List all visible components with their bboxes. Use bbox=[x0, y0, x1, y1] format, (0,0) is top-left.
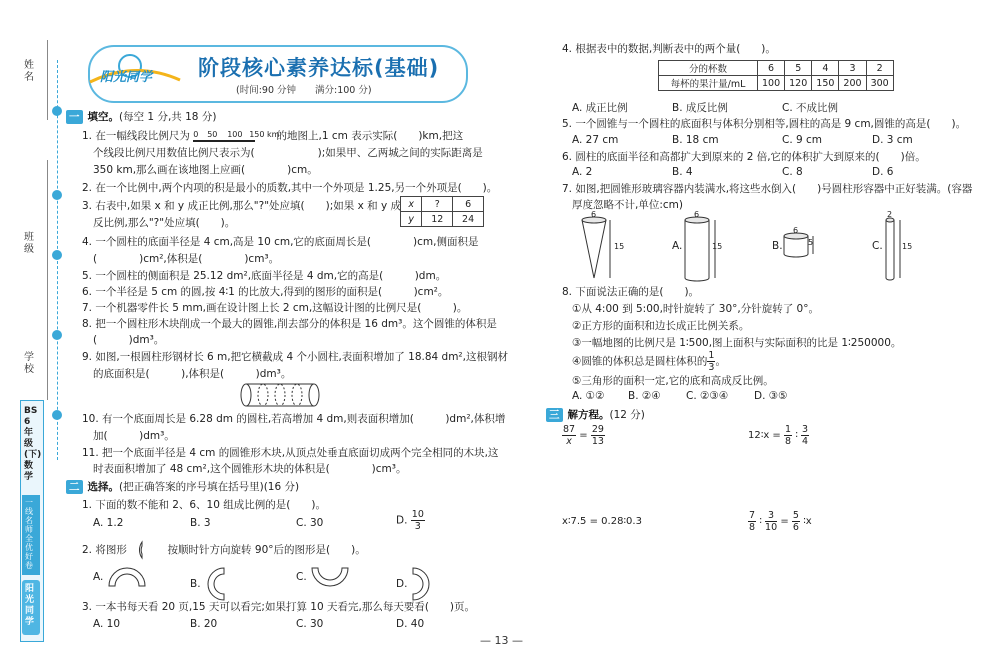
frac-den: 3 bbox=[708, 362, 715, 373]
scale-bar bbox=[193, 130, 280, 142]
s2-q2-opt-b bbox=[190, 566, 226, 602]
equation-2 bbox=[748, 424, 809, 447]
s1-q11-line2: 时表面积增加了 48 cm²,这个圆锥形木块的体积是( )cm³。 bbox=[93, 463, 407, 475]
s1-q8-line2: ( )dm³。 bbox=[93, 334, 165, 346]
frac-num: 10 bbox=[411, 509, 424, 520]
cone-height-label: 15 bbox=[614, 242, 625, 251]
section2-note: (把正确答案的序号填在括号里)(16 分) bbox=[119, 481, 300, 493]
cyl-a-height-label: 15 bbox=[712, 242, 723, 251]
hole-dot bbox=[52, 106, 62, 116]
cyl-b-height-label: 5 bbox=[808, 238, 814, 247]
s2-q8-opt-b: B. ②④ bbox=[628, 390, 661, 402]
arc-left-icon bbox=[204, 566, 226, 602]
item4-text: ④圆锥的体积总是圆柱体积的 bbox=[572, 355, 708, 368]
table-cell: 200 bbox=[839, 76, 866, 91]
fraction bbox=[748, 510, 756, 533]
s2-q8-item3: ③一幅地图的比例尺是 1∶500,图上面积与实际面积的比是 1∶250000。 bbox=[572, 337, 902, 349]
fraction bbox=[792, 510, 800, 533]
arc-right-icon bbox=[411, 566, 433, 602]
cyl-c-height-label: 15 bbox=[902, 242, 913, 251]
fraction bbox=[591, 424, 605, 447]
page-subtitle: (时间:90 分钟 满分:100 分) bbox=[236, 85, 372, 96]
equation-3: x∶7.5 = 0.28∶0.3 bbox=[562, 516, 642, 527]
s2-q2-opt-d bbox=[396, 566, 433, 602]
table-cell: 分的杯数 bbox=[659, 61, 758, 76]
frac-den: 10 bbox=[765, 522, 778, 533]
hole-dot bbox=[52, 190, 62, 200]
scale-tick: 100 bbox=[227, 130, 243, 139]
fraction bbox=[784, 424, 792, 447]
opt-letter: B. bbox=[190, 578, 201, 590]
s1-q3-line1: 3. 右表中,如果 x 和 y 成正比例,那么"?"处应填( );如果 x 和 y 成 bbox=[82, 200, 402, 212]
table-cell: 5 bbox=[785, 61, 812, 76]
eq4-suffix: ∶x bbox=[803, 516, 812, 527]
s2-q5: 5. 一个圆锥与一个圆柱的底面积与体积分别相等,圆柱的高是 9 cm,圆锥的高是( )。 bbox=[562, 118, 967, 130]
scale-tick: 150 km bbox=[249, 130, 280, 139]
table-cell: 24 bbox=[453, 212, 484, 227]
s2-q8-item2: ②正方形的面积和边长成正比例关系。 bbox=[572, 320, 750, 332]
s1-q2: 2. 在一个比例中,两个内项的积是最小的质数,其中一个外项是 1.25,另一个外项是( )。 bbox=[82, 182, 498, 194]
section1-badge: 一 bbox=[66, 110, 83, 124]
s1-q5: 5. 一个圆柱的侧面积是 25.12 dm²,底面半径是 4 dm,它的高是( )dm。 bbox=[82, 270, 447, 282]
fraction bbox=[411, 509, 425, 532]
table-row bbox=[401, 197, 484, 212]
scale-tick: 50 bbox=[207, 130, 218, 139]
equation-4 bbox=[748, 510, 812, 533]
dotted-cut-line bbox=[57, 60, 58, 460]
table-row bbox=[659, 76, 894, 91]
table-row bbox=[659, 61, 894, 76]
s2-q3-opt-d: D. 40 bbox=[396, 618, 425, 630]
s2-q7-line1: 7. 如图,把圆锥形玻璃容器内装满水,将这些水倒入( )号圆柱形容器中正好装满。(容器 bbox=[562, 183, 973, 195]
section1-heading bbox=[66, 110, 216, 124]
fraction bbox=[562, 424, 576, 447]
s2-q2-opt-c bbox=[296, 566, 350, 588]
table-cell: 120 bbox=[785, 76, 812, 91]
frac-den: 8 bbox=[749, 522, 756, 533]
frac-num: 3 bbox=[802, 424, 809, 435]
class-label: 班级 bbox=[24, 232, 34, 255]
s2-q4-opt-a: A. 成正比例 bbox=[572, 102, 628, 114]
arc-up-icon bbox=[107, 566, 147, 588]
s2-q7-opt-c: C. bbox=[872, 240, 883, 252]
s2-q5-opt-a: A. 27 cm bbox=[572, 134, 619, 146]
frac-num: 7 bbox=[749, 510, 756, 521]
table-cell: y bbox=[401, 212, 422, 227]
s1-q4-line1: 4. 一个圆柱的底面半径是 4 cm,高是 10 cm,它的底面周长是( )cm,侧面积是 bbox=[82, 236, 479, 248]
table-cell: 300 bbox=[866, 76, 893, 91]
s1-q10-line2: 加( )dm³。 bbox=[93, 430, 175, 442]
table-cell: 6 bbox=[758, 61, 785, 76]
hole-dot bbox=[52, 250, 62, 260]
s2-q4-opt-c: C. 不成比例 bbox=[782, 102, 839, 114]
arc-shape-icon bbox=[130, 540, 164, 560]
table-cell: 100 bbox=[758, 76, 785, 91]
school-label: 学校 bbox=[24, 352, 34, 375]
s2-q1-opt-a: A. 1.2 bbox=[93, 517, 124, 529]
s2-q2-text-a: 2. 将图形 bbox=[82, 544, 127, 556]
ratio-sign: ∶ bbox=[795, 430, 798, 441]
frac-num: 1 bbox=[708, 350, 715, 361]
s2-q4-table bbox=[658, 60, 894, 91]
s2-q3-opt-c: C. 30 bbox=[296, 618, 324, 630]
s2-q8-item4 bbox=[572, 350, 726, 373]
s1-q4-line2: ( )cm²,体积是( )cm³。 bbox=[93, 253, 280, 265]
s2-q8-opt-d: D. ③⑤ bbox=[754, 390, 788, 402]
frac-num: 3 bbox=[765, 510, 777, 522]
s1-q1-line2: 个线段比例尺用数值比例尺表示为( );如果甲、乙两城之间的实际距离是 bbox=[93, 147, 483, 159]
table-cell: 6 bbox=[453, 197, 484, 212]
s2-q2-opt-a bbox=[93, 566, 147, 588]
ratio-sign: ∶ bbox=[759, 516, 762, 527]
section2-title: 选择。 bbox=[87, 481, 119, 493]
s2-q3-opt-a: A. 10 bbox=[93, 618, 121, 630]
cone-figure bbox=[578, 212, 614, 282]
s1-q1-text-b: 的地图上,1 cm 表示实际( )km,把这 bbox=[276, 130, 464, 142]
cyl-a-top-label: 6 bbox=[694, 210, 700, 219]
s2-q6-opt-d: D. 6 bbox=[872, 166, 894, 178]
s2-q1-opt-b: B. 3 bbox=[190, 517, 211, 529]
hole-dot bbox=[52, 330, 62, 340]
cyl-c-top-label: 2 bbox=[887, 210, 893, 219]
s2-q7-opt-b: B. bbox=[772, 240, 783, 252]
frac-den: x bbox=[566, 436, 572, 447]
s2-q6-opt-a: A. 2 bbox=[572, 166, 593, 178]
equals-sign: = bbox=[579, 430, 588, 441]
s2-q3: 3. 一本书每天看 20 页,15 天可以看完;如果打算 10 天看完,那么每天要看( )页。 bbox=[82, 601, 476, 613]
s2-q8-item1: ①从 4:00 到 5:00,时针旋转了 30°,分针旋转了 0°。 bbox=[572, 303, 819, 315]
table-cell: 4 bbox=[812, 61, 839, 76]
s2-q4-opt-b: B. 成反比例 bbox=[672, 102, 728, 114]
section3-note: (12 分) bbox=[609, 409, 645, 421]
s1-q3-line2: 反比例,那么"?"处应填( )。 bbox=[93, 217, 236, 229]
section2-badge: 二 bbox=[66, 480, 83, 494]
table-cell: 12 bbox=[422, 212, 453, 227]
frac-den: 13 bbox=[591, 436, 604, 447]
book-label: BS 6年级(下) 数学 bbox=[24, 406, 42, 482]
equals-sign: = bbox=[780, 516, 789, 527]
left-sidebar bbox=[0, 0, 60, 666]
cyl-b-top-label: 6 bbox=[793, 226, 799, 235]
opt-d-letter: D. bbox=[396, 514, 408, 527]
s2-q1-opt-c: C. 30 bbox=[296, 517, 324, 529]
scale-line bbox=[193, 140, 255, 142]
scale-tick: 0 bbox=[193, 130, 199, 139]
s2-q8-item5: ⑤三角形的面积一定,它的底和高成反比例。 bbox=[572, 375, 774, 387]
table-cell: 3 bbox=[839, 61, 866, 76]
s2-q6-opt-c: C. 8 bbox=[782, 166, 803, 178]
section1-title: 填空。 bbox=[87, 111, 119, 123]
s2-q2-text-b: 按顺时针方向旋转 90°后的图形是( )。 bbox=[167, 544, 366, 556]
name-line bbox=[47, 40, 48, 120]
frac-den: 6 bbox=[792, 522, 799, 533]
s1-q9-line1: 9. 如图,一根圆柱形钢材长 6 m,把它横截成 4 个小圆柱,表面积增加了 18.84 dm²,这根钢材 bbox=[82, 351, 508, 363]
opt-letter: D. bbox=[396, 578, 408, 590]
s1-q8-line1: 8. 把一个圆柱形木块削成一个最大的圆锥,削去部分的体积是 16 dm³。这个圆锥的体积是 bbox=[82, 318, 497, 330]
table-cell: x bbox=[401, 197, 422, 212]
table-row bbox=[401, 212, 484, 227]
s1-q11-line1: 11. 把一个底面半径是 4 cm 的圆锥形木块,从顶点处垂直底面切成两个完全相同的木块,这 bbox=[82, 447, 499, 459]
table-cell: 150 bbox=[812, 76, 839, 91]
s2-q8-opt-c: C. ②③④ bbox=[686, 390, 729, 402]
section3-heading bbox=[546, 408, 645, 422]
frac-num: 29 bbox=[591, 424, 604, 435]
eq2-prefix: 12∶x = bbox=[748, 430, 781, 441]
s2-q7-opt-a: A. bbox=[672, 240, 683, 252]
s2-q6: 6. 圆柱的底面半径和高都扩大到原来的 2 倍,它的体积扩大到原来的( )倍。 bbox=[562, 151, 926, 163]
s2-q5-opt-b: B. 18 cm bbox=[672, 134, 719, 146]
s1-q6: 6. 一个半径是 5 cm 的圆,按 4∶1 的比放大,得到的图形的面积是( )cm²。 bbox=[82, 286, 449, 298]
s2-q6-opt-b: B. 4 bbox=[672, 166, 693, 178]
page-title: 阶段核心素养达标(基础) bbox=[198, 56, 440, 80]
s1-q9-line2: 的底面积是( ),体积是( )dm³。 bbox=[93, 368, 292, 380]
s1-q1-line3: 350 km,那么画在该地图上应画( )cm。 bbox=[93, 164, 318, 176]
name-label: 姓名 bbox=[24, 60, 34, 83]
logo-text: 阳光同学 bbox=[100, 70, 153, 85]
s1-q1-line1 bbox=[82, 129, 463, 143]
hole-dot bbox=[52, 410, 62, 420]
s2-q1: 1. 下面的数不能和 2、6、10 组成比例的是( )。 bbox=[82, 499, 326, 511]
period: 。 bbox=[715, 355, 726, 368]
s2-q3-opt-b: B. 20 bbox=[190, 618, 218, 630]
opt-letter: A. bbox=[93, 571, 104, 583]
school-line bbox=[47, 300, 48, 400]
s1-q3-table bbox=[400, 196, 484, 227]
frac-num: 87 bbox=[563, 424, 576, 435]
section2-heading bbox=[66, 480, 299, 494]
frac-num: 1 bbox=[785, 424, 792, 435]
s2-q5-opt-c: C. 9 cm bbox=[782, 134, 823, 146]
steel-cylinder-figure bbox=[240, 381, 320, 409]
s2-q5-opt-d: D. 3 cm bbox=[872, 134, 913, 146]
class-line bbox=[47, 160, 48, 300]
fraction bbox=[765, 510, 777, 533]
frac-num: 5 bbox=[792, 510, 799, 521]
opt-letter: C. bbox=[296, 571, 307, 583]
s2-q7-line2: 厚度忽略不计,单位:cm) bbox=[572, 199, 683, 211]
cone-top-label: 6 bbox=[591, 210, 597, 219]
section1-note: (每空 1 分,共 18 分) bbox=[119, 111, 217, 123]
table-cell: 2 bbox=[866, 61, 893, 76]
frac-den: 4 bbox=[802, 436, 809, 447]
sidebar-logo-text: 阳光同学 bbox=[25, 584, 35, 627]
s1-q10-line1: 10. 有一个底面周长是 6.28 dm 的圆柱,若高增加 4 dm,则表面积增加( )dm²,体积增 bbox=[82, 413, 506, 425]
table-cell: 每杯的果汁量/mL bbox=[659, 76, 758, 91]
frac-den: 8 bbox=[785, 436, 792, 447]
arc-down-icon bbox=[310, 566, 350, 588]
section3-badge: 三 bbox=[546, 408, 563, 422]
frac-den: 3 bbox=[414, 521, 421, 532]
fraction bbox=[801, 424, 809, 447]
s2-q2-line bbox=[82, 540, 366, 560]
page-number: — 13 — bbox=[480, 634, 523, 647]
table-cell: ? bbox=[422, 197, 453, 212]
s2-q8: 8. 下面说法正确的是( )。 bbox=[562, 286, 700, 298]
s1-q1-text-a: 1. 在一幅线段比例尺为 bbox=[82, 130, 190, 142]
series-text: 一线名师 全优好卷 bbox=[25, 498, 33, 570]
equation-1 bbox=[562, 424, 605, 447]
section3-title: 解方程。 bbox=[567, 409, 610, 421]
s2-q4: 4. 根据表中的数据,判断表中的两个量( )。 bbox=[562, 43, 776, 55]
s2-q1-opt-d bbox=[396, 509, 425, 532]
s1-q7: 7. 一个机器零件长 5 mm,画在设计图上长 2 cm,这幅设计图的比例尺是( )。 bbox=[82, 302, 468, 314]
s2-q8-opt-a: A. ①② bbox=[572, 390, 605, 402]
